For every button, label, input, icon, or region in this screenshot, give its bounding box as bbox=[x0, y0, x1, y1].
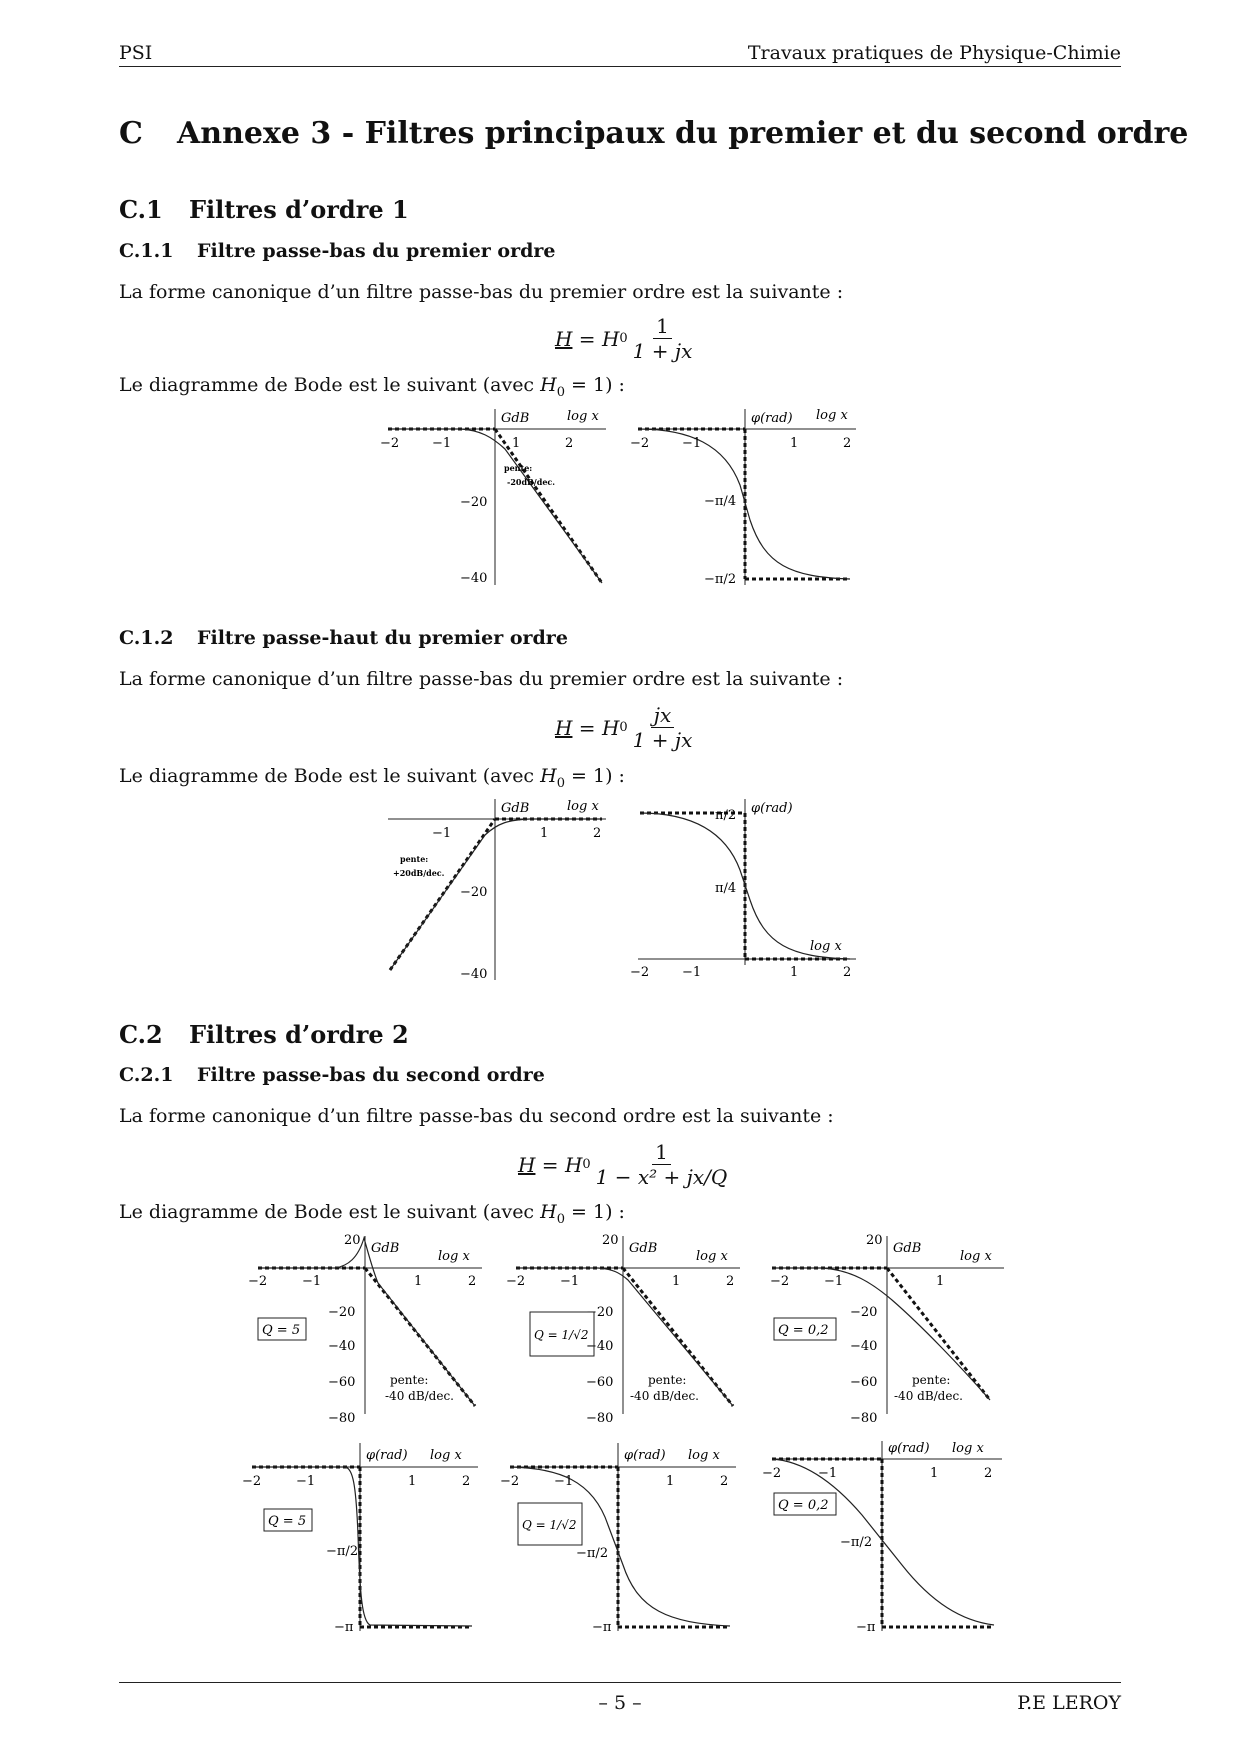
tick-pi4: π/4 bbox=[715, 881, 737, 896]
c12-formula-lhs: H bbox=[555, 715, 573, 740]
tick-m40: −40 bbox=[328, 1339, 356, 1354]
c11-formula-fraction bbox=[630, 314, 696, 363]
tick-m80: −80 bbox=[850, 1411, 878, 1426]
label-phi: φ(rad) bbox=[751, 801, 793, 816]
tick-mpi2: −π/2 bbox=[840, 1535, 873, 1550]
c21-bode-h: H bbox=[540, 1201, 557, 1223]
header-right: Travaux pratiques de Physique-Chimie bbox=[747, 42, 1121, 64]
subsection-c1-number: C.1 bbox=[119, 195, 163, 224]
c21-formula-numerator: 1 bbox=[652, 1140, 671, 1165]
c12-formula-h0: H bbox=[601, 715, 620, 740]
c21-title: Filtre passe-bas du second ordre bbox=[197, 1064, 545, 1086]
c11-bode-intro bbox=[119, 374, 625, 400]
tick-m2: −2 bbox=[762, 1466, 782, 1481]
c21-phase-q5 bbox=[240, 1435, 485, 1635]
tick-m2: −2 bbox=[242, 1474, 262, 1489]
label-phi: φ(rad) bbox=[888, 1441, 930, 1456]
pente-label: pente: bbox=[648, 1373, 687, 1387]
tick-m40: −40 bbox=[850, 1339, 878, 1354]
tick-m1: −1 bbox=[554, 1474, 574, 1489]
tick-mpi: −π bbox=[856, 1620, 876, 1635]
tick-m40: −40 bbox=[460, 571, 488, 586]
tick-mpi: −π bbox=[334, 1620, 354, 1635]
c12-bode-tail: = 1) : bbox=[564, 765, 625, 787]
c21-bode-text: Le diagramme de Bode est le suivant (avec bbox=[119, 1201, 541, 1223]
label-logx: log x bbox=[952, 1441, 984, 1456]
label-logx: log x bbox=[567, 799, 599, 814]
tick-m20: −20 bbox=[586, 1305, 614, 1320]
tick-m1: −1 bbox=[818, 1466, 838, 1481]
c11-formula-h0: H bbox=[601, 326, 620, 351]
subsection-c2-title: Filtres d’ordre 2 bbox=[189, 1020, 409, 1049]
tick-m20: −20 bbox=[328, 1305, 356, 1320]
c12-intro: La forme canonique d’un filtre passe-bas du premier ordre est la suivante : bbox=[119, 668, 844, 690]
label-logx: log x bbox=[688, 1448, 720, 1463]
footer-rule bbox=[119, 1682, 1121, 1683]
c11-formula-lhs: H bbox=[555, 326, 573, 351]
tick-p2: 2 bbox=[843, 965, 852, 980]
tick-m1: −1 bbox=[302, 1274, 322, 1289]
tick-m20: −20 bbox=[850, 1305, 878, 1320]
tick-pi2: π/2 bbox=[715, 808, 737, 823]
c21-formula-h0: H bbox=[564, 1152, 583, 1177]
tick-p2: 2 bbox=[468, 1274, 477, 1289]
tick-m2: −2 bbox=[770, 1274, 790, 1289]
c21-bode-h-sub: 0 bbox=[556, 1211, 565, 1227]
subsection-c1 bbox=[119, 195, 409, 224]
label-gdb: GdB bbox=[893, 1241, 922, 1256]
label-logx: log x bbox=[960, 1249, 992, 1264]
c12-title: Filtre passe-haut du premier ordre bbox=[197, 627, 568, 649]
header-left: PSI bbox=[119, 42, 153, 64]
subsection-c1-title: Filtres d’ordre 1 bbox=[189, 195, 409, 224]
tick-mpi2: −π/2 bbox=[576, 1546, 609, 1561]
section-title bbox=[119, 116, 1188, 151]
tick-p1: 1 bbox=[540, 826, 549, 841]
c12-bode-h-sub: 0 bbox=[556, 775, 565, 791]
c12-formula-numerator: jx bbox=[651, 703, 674, 728]
subsection-c2-number: C.2 bbox=[119, 1020, 163, 1049]
c12-formula-h0-sub: 0 bbox=[619, 720, 628, 735]
tick-m40: −40 bbox=[460, 967, 488, 982]
c12-formula-fraction bbox=[630, 703, 696, 752]
c21-intro: La forme canonique d’un filtre passe-bas du second ordre est la suivante : bbox=[119, 1105, 834, 1127]
pente-label: pente: bbox=[912, 1373, 951, 1387]
c11-intro: La forme canonique d’un filtre passe-bas du premier ordre est la suivante : bbox=[119, 281, 844, 303]
tick-p2: 2 bbox=[984, 1466, 993, 1481]
tick-p20: 20 bbox=[866, 1233, 883, 1248]
tick-m20: −20 bbox=[460, 495, 488, 510]
q-label: Q = 5 bbox=[262, 1323, 301, 1338]
label-logx: log x bbox=[810, 939, 842, 954]
pente-value: -40 dB/dec. bbox=[385, 1389, 454, 1403]
c12-formula-denominator: 1 + jx bbox=[632, 728, 693, 752]
c12-formula bbox=[555, 703, 695, 752]
tick-m80: −80 bbox=[586, 1411, 614, 1426]
label-phi: φ(rad) bbox=[624, 1448, 666, 1463]
tick-m2: −2 bbox=[630, 965, 650, 980]
tick-p1: 1 bbox=[936, 1274, 945, 1289]
tick-m1: −1 bbox=[560, 1274, 580, 1289]
label-phi: φ(rad) bbox=[366, 1448, 408, 1463]
tick-mpi: −π bbox=[592, 1620, 612, 1635]
pente-value: +20dB/dec. bbox=[393, 868, 445, 878]
c21-formula-denominator: 1 − x² + jx/Q bbox=[595, 1165, 728, 1189]
c21-gain-q5 bbox=[240, 1228, 485, 1426]
tick-p2: 2 bbox=[565, 436, 574, 451]
c21-formula bbox=[518, 1140, 730, 1189]
tick-m60: −60 bbox=[328, 1375, 356, 1390]
tick-mpi2: −π/2 bbox=[704, 572, 737, 587]
gain-curve bbox=[390, 819, 602, 970]
phase-curve bbox=[510, 1467, 730, 1626]
pente-label: pente: bbox=[390, 1373, 429, 1387]
c21-formula-fraction bbox=[593, 1140, 731, 1189]
c11-formula-numerator: 1 bbox=[653, 314, 672, 339]
tick-p1: 1 bbox=[414, 1274, 423, 1289]
tick-m2: −2 bbox=[248, 1274, 268, 1289]
c21-number: C.2.1 bbox=[119, 1064, 174, 1086]
phase-curve bbox=[252, 1467, 472, 1626]
tick-p2: 2 bbox=[843, 436, 852, 451]
label-gdb: GdB bbox=[629, 1241, 658, 1256]
c12-gain-plot bbox=[380, 795, 610, 985]
tick-p1: 1 bbox=[666, 1474, 675, 1489]
subsubsection-c11 bbox=[119, 240, 556, 262]
c11-number: C.1.1 bbox=[119, 240, 174, 262]
label-logx: log x bbox=[430, 1448, 462, 1463]
c21-phase-qsqrt bbox=[498, 1435, 743, 1635]
subsubsection-c21 bbox=[119, 1064, 545, 1086]
pente-value: -20dB/dec. bbox=[507, 477, 556, 487]
c11-formula bbox=[555, 314, 695, 363]
label-gdb: GdB bbox=[501, 801, 530, 816]
tick-m2: −2 bbox=[630, 436, 650, 451]
c21-phase-q02 bbox=[762, 1435, 1007, 1635]
c21-gain-q02 bbox=[762, 1228, 1007, 1426]
tick-m60: −60 bbox=[586, 1375, 614, 1390]
c11-gain-plot bbox=[380, 405, 610, 590]
tick-mpi2: −π/2 bbox=[326, 1544, 359, 1559]
tick-p1: 1 bbox=[672, 1274, 681, 1289]
tick-m1: −1 bbox=[682, 965, 702, 980]
c12-number: C.1.2 bbox=[119, 627, 174, 649]
tick-p1: 1 bbox=[512, 436, 521, 451]
tick-m2: −2 bbox=[380, 436, 400, 451]
label-logx: log x bbox=[816, 408, 848, 423]
tick-p20: 20 bbox=[602, 1233, 619, 1248]
c12-formula-eq: = bbox=[572, 715, 602, 740]
page-number: – 5 – bbox=[598, 1692, 642, 1714]
c11-bode-text: Le diagramme de Bode est le suivant (avec bbox=[119, 374, 541, 396]
label-logx: log x bbox=[567, 409, 599, 424]
c21-formula-h0-sub: 0 bbox=[582, 1157, 591, 1172]
tick-m2: −2 bbox=[506, 1274, 526, 1289]
subsubsection-c12 bbox=[119, 627, 568, 649]
c12-bode-h: H bbox=[540, 765, 557, 787]
pente-label: pente: bbox=[504, 463, 533, 473]
subsection-c2 bbox=[119, 1020, 409, 1049]
label-phi: φ(rad) bbox=[751, 411, 793, 426]
tick-mpi4: −π/4 bbox=[704, 494, 737, 509]
c11-title: Filtre passe-bas du premier ordre bbox=[197, 240, 556, 262]
q-label: Q = 0,2 bbox=[778, 1323, 829, 1338]
tick-m2: −2 bbox=[500, 1474, 520, 1489]
tick-p1: 1 bbox=[790, 436, 799, 451]
c11-bode-tail: = 1) : bbox=[564, 374, 625, 396]
c11-formula-denominator: 1 + jx bbox=[632, 339, 693, 363]
c21-gain-qsqrt bbox=[498, 1228, 743, 1426]
tick-m20: −20 bbox=[460, 885, 488, 900]
tick-p1: 1 bbox=[408, 1474, 417, 1489]
tick-m1: −1 bbox=[296, 1474, 316, 1489]
tick-m60: −60 bbox=[850, 1375, 878, 1390]
tick-m1: −1 bbox=[682, 436, 702, 451]
q-label: Q = 0,2 bbox=[778, 1498, 829, 1513]
q-label: Q = 1/√2 bbox=[534, 1328, 589, 1342]
label-logx: log x bbox=[696, 1249, 728, 1264]
c12-bode-intro bbox=[119, 765, 625, 791]
tick-p1: 1 bbox=[790, 965, 799, 980]
c21-bode-tail: = 1) : bbox=[564, 1201, 625, 1223]
q-label: Q = 1/√2 bbox=[522, 1518, 577, 1532]
section-heading: Annexe 3 - Filtres principaux du premier et du second ordre bbox=[177, 116, 1189, 151]
c21-formula-eq: = bbox=[535, 1152, 565, 1177]
header-rule bbox=[119, 66, 1121, 67]
c12-phase-plot bbox=[630, 795, 860, 985]
pente-value: -40 dB/dec. bbox=[630, 1389, 699, 1403]
c11-formula-eq: = bbox=[572, 326, 602, 351]
tick-m1: −1 bbox=[432, 436, 452, 451]
pente-label: pente: bbox=[400, 854, 429, 864]
tick-p2: 2 bbox=[593, 826, 602, 841]
c11-bode-h: H bbox=[540, 374, 557, 396]
section-number: C bbox=[119, 116, 143, 151]
pente-value: -40 dB/dec. bbox=[894, 1389, 963, 1403]
tick-m1: −1 bbox=[432, 826, 452, 841]
footer-author: P.E LEROY bbox=[1017, 1692, 1121, 1714]
tick-p2: 2 bbox=[726, 1274, 735, 1289]
c11-phase-plot bbox=[630, 405, 860, 590]
tick-p2: 2 bbox=[720, 1474, 729, 1489]
tick-p2: 2 bbox=[462, 1474, 471, 1489]
tick-m40: −40 bbox=[586, 1339, 614, 1354]
c21-formula-lhs: H bbox=[518, 1152, 536, 1177]
c12-bode-text: Le diagramme de Bode est le suivant (avec bbox=[119, 765, 541, 787]
c11-bode-h-sub: 0 bbox=[556, 384, 565, 400]
label-gdb: GdB bbox=[371, 1241, 400, 1256]
q-label: Q = 5 bbox=[268, 1514, 307, 1529]
tick-p1: 1 bbox=[930, 1466, 939, 1481]
label-gdb: GdB bbox=[501, 411, 530, 426]
label-logx: log x bbox=[438, 1249, 470, 1264]
c11-formula-h0-sub: 0 bbox=[619, 331, 628, 346]
tick-p20: 20 bbox=[344, 1233, 361, 1248]
c21-bode-intro bbox=[119, 1201, 625, 1227]
tick-m80: −80 bbox=[328, 1411, 356, 1426]
tick-m1: −1 bbox=[824, 1274, 844, 1289]
